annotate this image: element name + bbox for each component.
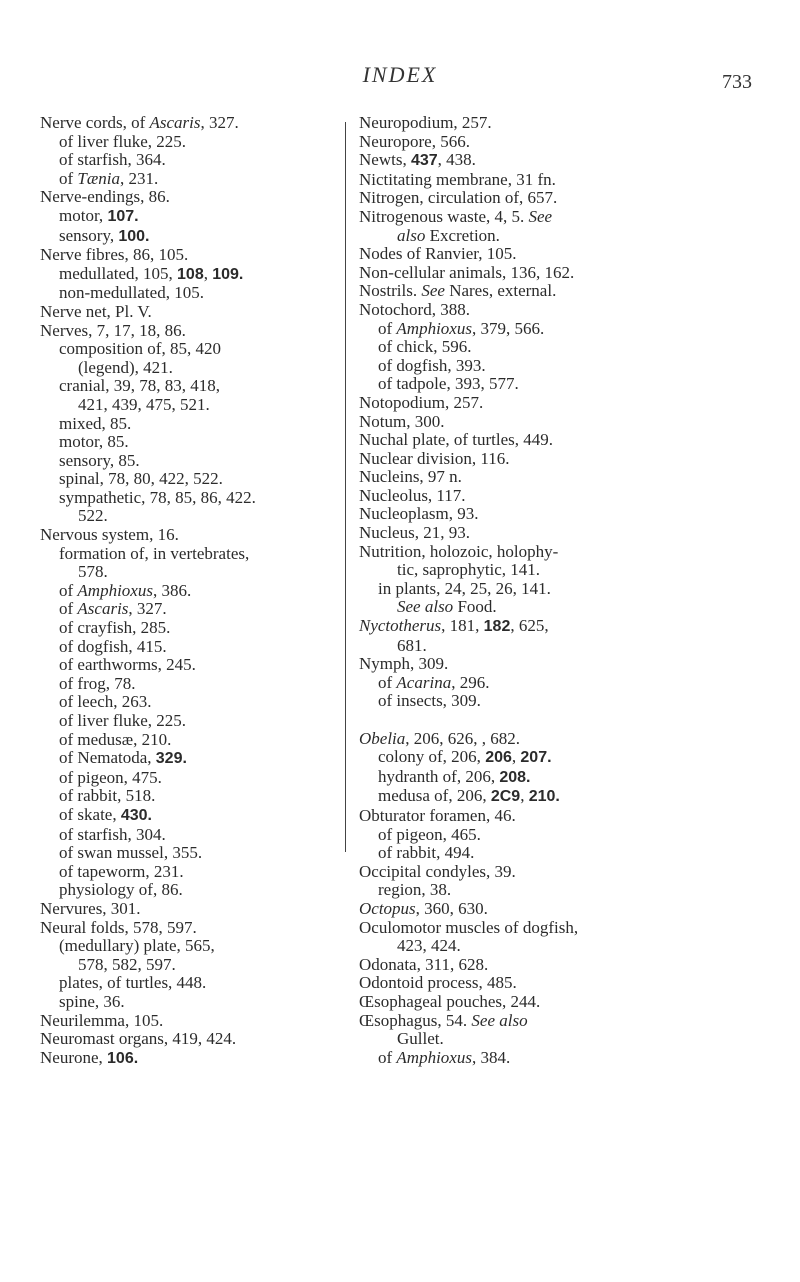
index-subentry — [359, 357, 779, 376]
entry-text: non-medullated, 105. — [59, 283, 204, 303]
entry-text: 421, 439, 475, 521. — [78, 394, 210, 414]
page-title: INDEX — [362, 62, 438, 87]
entry-text: Ascaris — [77, 599, 129, 619]
column-divider — [345, 122, 346, 852]
index-entry — [359, 730, 779, 749]
index-entry — [40, 1012, 340, 1031]
index-subentry — [359, 227, 779, 246]
entry-text: , 206, 626, , 682. — [405, 728, 521, 748]
entry-text: 107. — [107, 207, 139, 225]
entry-text: region, 38. — [378, 880, 452, 900]
entry-text: hydranth of, 206, — [378, 766, 500, 786]
index-entry — [359, 151, 779, 171]
entry-text: Notum, 300. — [359, 411, 445, 431]
index-subentry — [359, 637, 779, 656]
entry-text: , 438. — [437, 150, 476, 170]
index-subentry — [359, 674, 779, 693]
entry-text: Nodes of Ranvier, 105. — [359, 244, 517, 264]
index-entry — [359, 450, 779, 469]
entry-text: Nerve fibres, 86, 105. — [40, 245, 189, 265]
entry-text: Nerve net, Pl. V. — [40, 301, 152, 321]
index-entry — [359, 655, 779, 674]
entry-text: Nerve cords, of — [40, 113, 150, 132]
entry-text: , 625, — [510, 616, 549, 636]
entry-text: , 386. — [152, 580, 192, 600]
entry-text: of leech, 263. — [59, 692, 152, 712]
entry-text: Nucleolus, 117. — [359, 485, 466, 505]
index-entry — [359, 189, 779, 208]
entry-text: Neuromast organs, 419, 424. — [40, 1029, 237, 1049]
entry-text: Nucleoplasm, 93. — [359, 504, 479, 524]
index-subentry — [40, 956, 340, 975]
entry-text: of — [59, 580, 78, 600]
entry-text: of Nematoda, — [59, 748, 156, 768]
index-entry — [40, 919, 340, 938]
entry-text: of tadpole, 393, 577. — [378, 374, 519, 394]
entry-text: , 181, — [441, 616, 484, 636]
entry-text: Odonata, 311, 628. — [359, 954, 489, 974]
entry-text: of crayfish, 285. — [59, 618, 171, 638]
index-subentry — [359, 561, 779, 580]
entry-text: See also — [471, 1010, 528, 1030]
entry-text: of rabbit, 494. — [378, 843, 475, 863]
entry-text: of — [59, 168, 78, 188]
index-subentry — [359, 580, 779, 599]
index-entry — [40, 114, 340, 133]
entry-text: Nuchal plate, of turtles, 449. — [359, 430, 554, 450]
index-subentry — [40, 582, 340, 601]
entry-text: 578. — [78, 562, 108, 582]
entry-text: Notopodium, 257. — [359, 392, 484, 412]
entry-text: Octopus — [359, 898, 416, 918]
entry-text: motor, — [59, 205, 108, 225]
index-subentry — [359, 1049, 779, 1068]
entry-text: of medusæ, 210. — [59, 729, 172, 749]
entry-text: Amphioxus — [396, 1047, 472, 1067]
index-entry — [359, 264, 779, 283]
index-entry — [359, 114, 779, 133]
index-subentry — [40, 769, 340, 788]
index-entry — [359, 394, 779, 413]
entry-text: See also — [397, 597, 454, 617]
entry-text: 329. — [155, 750, 187, 768]
entry-text: sensory, 85. — [59, 450, 140, 470]
index-entry — [359, 133, 779, 152]
index-subentry — [40, 452, 340, 471]
index-subentry — [40, 207, 340, 227]
index-subentry — [40, 133, 340, 152]
entry-text: Neural folds, 578, 597. — [40, 917, 197, 937]
entry-text: 437 — [410, 152, 438, 170]
index-subentry — [40, 731, 340, 750]
entry-text: , 360, 630. — [415, 898, 488, 918]
entry-text: of earthworms, 245. — [59, 655, 196, 675]
entry-text: (legend), 421. — [78, 357, 173, 377]
entry-text: 210. — [528, 788, 560, 806]
entry-text: Nervous system, 16. — [40, 525, 179, 545]
index-entry — [359, 413, 779, 432]
entry-text: mixed, 85. — [59, 413, 132, 433]
entry-text: Nuclear division, 116. — [359, 448, 510, 468]
index-subentry — [359, 338, 779, 357]
entry-text: of starfish, 364. — [59, 150, 166, 170]
index-subentry — [40, 284, 340, 303]
entry-text: , — [511, 747, 521, 767]
entry-text: medusa of, 206, — [378, 786, 491, 806]
index-subentry — [40, 656, 340, 675]
entry-text: in plants, 24, 25, 26, 141. — [378, 578, 551, 598]
entry-text: Œsophagus, 54. — [359, 1010, 472, 1030]
index-entry — [359, 543, 779, 562]
index-entry — [40, 1049, 340, 1069]
index-subentry — [359, 598, 779, 617]
entry-text: of — [378, 672, 397, 692]
entry-text: of tapeworm, 231. — [59, 861, 184, 881]
entry-text: Notochord, 388. — [359, 299, 470, 319]
index-subentry — [40, 600, 340, 619]
index-subentry — [359, 320, 779, 339]
entry-text: Obturator foramen, 46. — [359, 805, 516, 825]
index-subentry — [40, 787, 340, 806]
entry-text: 522. — [78, 506, 108, 526]
index-entry — [359, 487, 779, 506]
entry-text: Food. — [453, 597, 497, 617]
entry-spacer — [359, 711, 779, 730]
index-subentry — [359, 1030, 779, 1049]
entry-text: of insects, 309. — [378, 691, 481, 711]
index-entry — [359, 807, 779, 826]
index-entry — [359, 431, 779, 450]
index-subentry — [40, 826, 340, 845]
entry-text: of — [59, 599, 78, 619]
index-entry — [359, 863, 779, 882]
index-subentry — [40, 881, 340, 900]
index-subentry — [40, 693, 340, 712]
index-entry — [40, 188, 340, 207]
entry-text: , — [203, 263, 213, 283]
entry-text: Nostrils. — [359, 281, 422, 301]
index-subentry — [40, 545, 340, 564]
index-entry — [359, 282, 779, 301]
entry-text: 207. — [520, 749, 552, 767]
index-subentry — [40, 993, 340, 1012]
entry-text: cranial, 39, 78, 83, 418, — [59, 376, 220, 396]
index-entry — [359, 245, 779, 264]
entry-text: , 384. — [471, 1047, 511, 1067]
entry-text: Nucleus, 21, 93. — [359, 523, 470, 543]
index-entry — [359, 301, 779, 320]
entry-text: Amphioxus — [396, 318, 472, 338]
entry-text: Nervures, 301. — [40, 898, 141, 918]
index-subentry — [359, 826, 779, 845]
index-subentry — [40, 227, 340, 247]
entry-text: of rabbit, 518. — [59, 786, 156, 806]
index-subentry — [40, 974, 340, 993]
index-entry — [359, 900, 779, 919]
entry-text: Gullet. — [397, 1029, 444, 1049]
entry-text: also — [397, 225, 426, 245]
entry-text: Neuropodium, 257. — [359, 113, 492, 132]
index-entry — [40, 322, 340, 341]
entry-text: tic, saprophytic, 141. — [397, 560, 541, 580]
entry-text: formation of, in vertebrates, — [59, 543, 250, 563]
entry-text: of — [378, 318, 397, 338]
index-entry — [359, 171, 779, 190]
entry-text: Acarina — [396, 672, 452, 692]
entry-text: Nitrogen, circulation of, 657. — [359, 188, 558, 208]
entry-text: 109. — [212, 265, 244, 283]
entry-text: Ascaris — [149, 113, 201, 132]
index-subentry — [40, 806, 340, 826]
entry-text: See — [528, 206, 553, 226]
index-subentry — [359, 787, 779, 807]
entry-text: composition of, 85, 420 — [59, 339, 221, 359]
index-subentry — [40, 844, 340, 863]
index-subentry — [40, 151, 340, 170]
entry-text: Œsophageal pouches, 244. — [359, 991, 541, 1011]
entry-text: of frog, 78. — [59, 673, 136, 693]
entry-text: 681. — [397, 635, 427, 655]
index-entry — [359, 208, 779, 227]
index-entry — [359, 993, 779, 1012]
index-subentry — [40, 433, 340, 452]
index-entry — [359, 505, 779, 524]
index-column-right — [359, 114, 779, 1067]
entry-text: , — [520, 786, 529, 806]
entry-text: Excretion. — [425, 225, 500, 245]
index-entry — [359, 1012, 779, 1031]
entry-text: Oculomotor muscles of dogfish, — [359, 917, 579, 937]
entry-text: Nictitating membrane, 31 fn. — [359, 169, 556, 189]
entry-text: Neurilemma, 105. — [40, 1010, 164, 1030]
index-subentry — [359, 844, 779, 863]
index-subentry — [40, 415, 340, 434]
entry-text: 100. — [118, 227, 150, 245]
entry-text: of dogfish, 393. — [378, 355, 486, 375]
entry-text: Obelia — [359, 728, 406, 748]
index-entry — [40, 526, 340, 545]
entry-text: spine, 36. — [59, 991, 125, 1011]
entry-text: Neuropore, 566. — [359, 131, 470, 151]
index-entry — [359, 974, 779, 993]
entry-text: 2C9 — [490, 788, 521, 806]
entry-text: 106. — [107, 1049, 139, 1067]
index-subentry — [40, 359, 340, 378]
index-subentry — [40, 937, 340, 956]
entry-text: , 296. — [451, 672, 490, 692]
index-subentry — [40, 563, 340, 582]
entry-text: sensory, — [59, 225, 119, 245]
entry-text: sympathetic, 78, 85, 86, 422. — [59, 487, 256, 507]
entry-text: Tænia — [77, 168, 120, 188]
entry-text: Amphioxus — [77, 580, 153, 600]
entry-text: , 327. — [128, 599, 167, 619]
index-entry — [40, 1030, 340, 1049]
page-number: 733 — [722, 71, 752, 93]
index-subentry — [359, 692, 779, 711]
index-subentry — [40, 470, 340, 489]
entry-text: , 327. — [200, 113, 239, 132]
entry-text: (medullary) plate, 565, — [59, 936, 215, 956]
index-subentry — [40, 265, 340, 285]
index-entry — [40, 246, 340, 265]
index-subentry — [40, 170, 340, 189]
index-subentry — [40, 489, 340, 508]
entry-text: 578, 582, 597. — [78, 954, 176, 974]
entry-text: Nitrogenous waste, 4, 5. — [359, 206, 529, 226]
entry-text: See — [421, 281, 445, 301]
index-subentry — [359, 748, 779, 768]
entry-text: Nutrition, holozoic, holophy- — [359, 541, 559, 561]
entry-text: Nucleins, 97 n. — [359, 467, 462, 487]
entry-text: of chick, 596. — [378, 337, 472, 357]
entry-text: motor, 85. — [59, 432, 129, 452]
index-subentry — [40, 863, 340, 882]
entry-text: , 231. — [119, 168, 159, 188]
index-subentry — [40, 396, 340, 415]
index-subentry — [40, 619, 340, 638]
entry-text: physiology of, 86. — [59, 880, 183, 900]
index-entry — [40, 303, 340, 322]
entry-text: Occipital condyles, 39. — [359, 861, 516, 881]
entry-text: Nares, external. — [444, 281, 557, 301]
index-subentry — [359, 937, 779, 956]
entry-text: spinal, 78, 80, 422, 522. — [59, 469, 223, 489]
entry-text: of liver fluke, 225. — [59, 711, 186, 730]
index-subentry — [40, 749, 340, 769]
index-subentry — [40, 377, 340, 396]
entry-text: Neurone, — [40, 1047, 108, 1067]
index-entry — [359, 524, 779, 543]
entry-text: 208. — [499, 768, 531, 786]
entry-text: colony of, 206, — [378, 747, 486, 767]
entry-text: , 379, 566. — [471, 318, 545, 338]
entry-text: 423, 424. — [397, 936, 461, 956]
entry-text: of dogfish, 415. — [59, 636, 167, 656]
index-entry — [359, 468, 779, 487]
entry-text: of skate, — [59, 804, 121, 824]
entry-text: 430. — [120, 806, 152, 824]
index-subentry — [359, 881, 779, 900]
entry-text: 182 — [483, 618, 511, 636]
index-subentry — [359, 768, 779, 788]
entry-text: plates, of turtles, 448. — [59, 973, 207, 993]
entry-text: of swan mussel, 355. — [59, 843, 203, 863]
index-entry — [359, 956, 779, 975]
entry-text: of — [378, 1047, 397, 1067]
index-subentry — [40, 507, 340, 526]
entry-text: medullated, 105, — [59, 263, 178, 283]
entry-text: of liver fluke, 225. — [59, 131, 186, 151]
index-entry — [359, 919, 779, 938]
index-column-left — [40, 114, 340, 1068]
entry-text: Odontoid process, 485. — [359, 973, 517, 993]
index-subentry — [40, 675, 340, 694]
index-subentry — [359, 375, 779, 394]
index-subentry — [40, 340, 340, 359]
entry-text: Nerve-endings, 86. — [40, 187, 170, 207]
entry-text: Newts, — [359, 150, 411, 170]
entry-text: 108 — [177, 265, 204, 283]
entry-text: of starfish, 304. — [59, 824, 166, 844]
index-subentry — [40, 712, 340, 731]
index-entry — [359, 617, 779, 637]
index-subentry — [40, 638, 340, 657]
entry-text: 206 — [485, 749, 512, 767]
index-entry — [40, 900, 340, 919]
entry-text: Nerves, 7, 17, 18, 86. — [40, 320, 186, 340]
entry-text: of pigeon, 475. — [59, 767, 162, 787]
entry-text: Non-cellular animals, 136, 162. — [359, 262, 575, 282]
entry-text: Nyctotherus — [359, 616, 442, 636]
entry-text: Nymph, 309. — [359, 654, 449, 674]
entry-text: of pigeon, 465. — [378, 824, 481, 844]
